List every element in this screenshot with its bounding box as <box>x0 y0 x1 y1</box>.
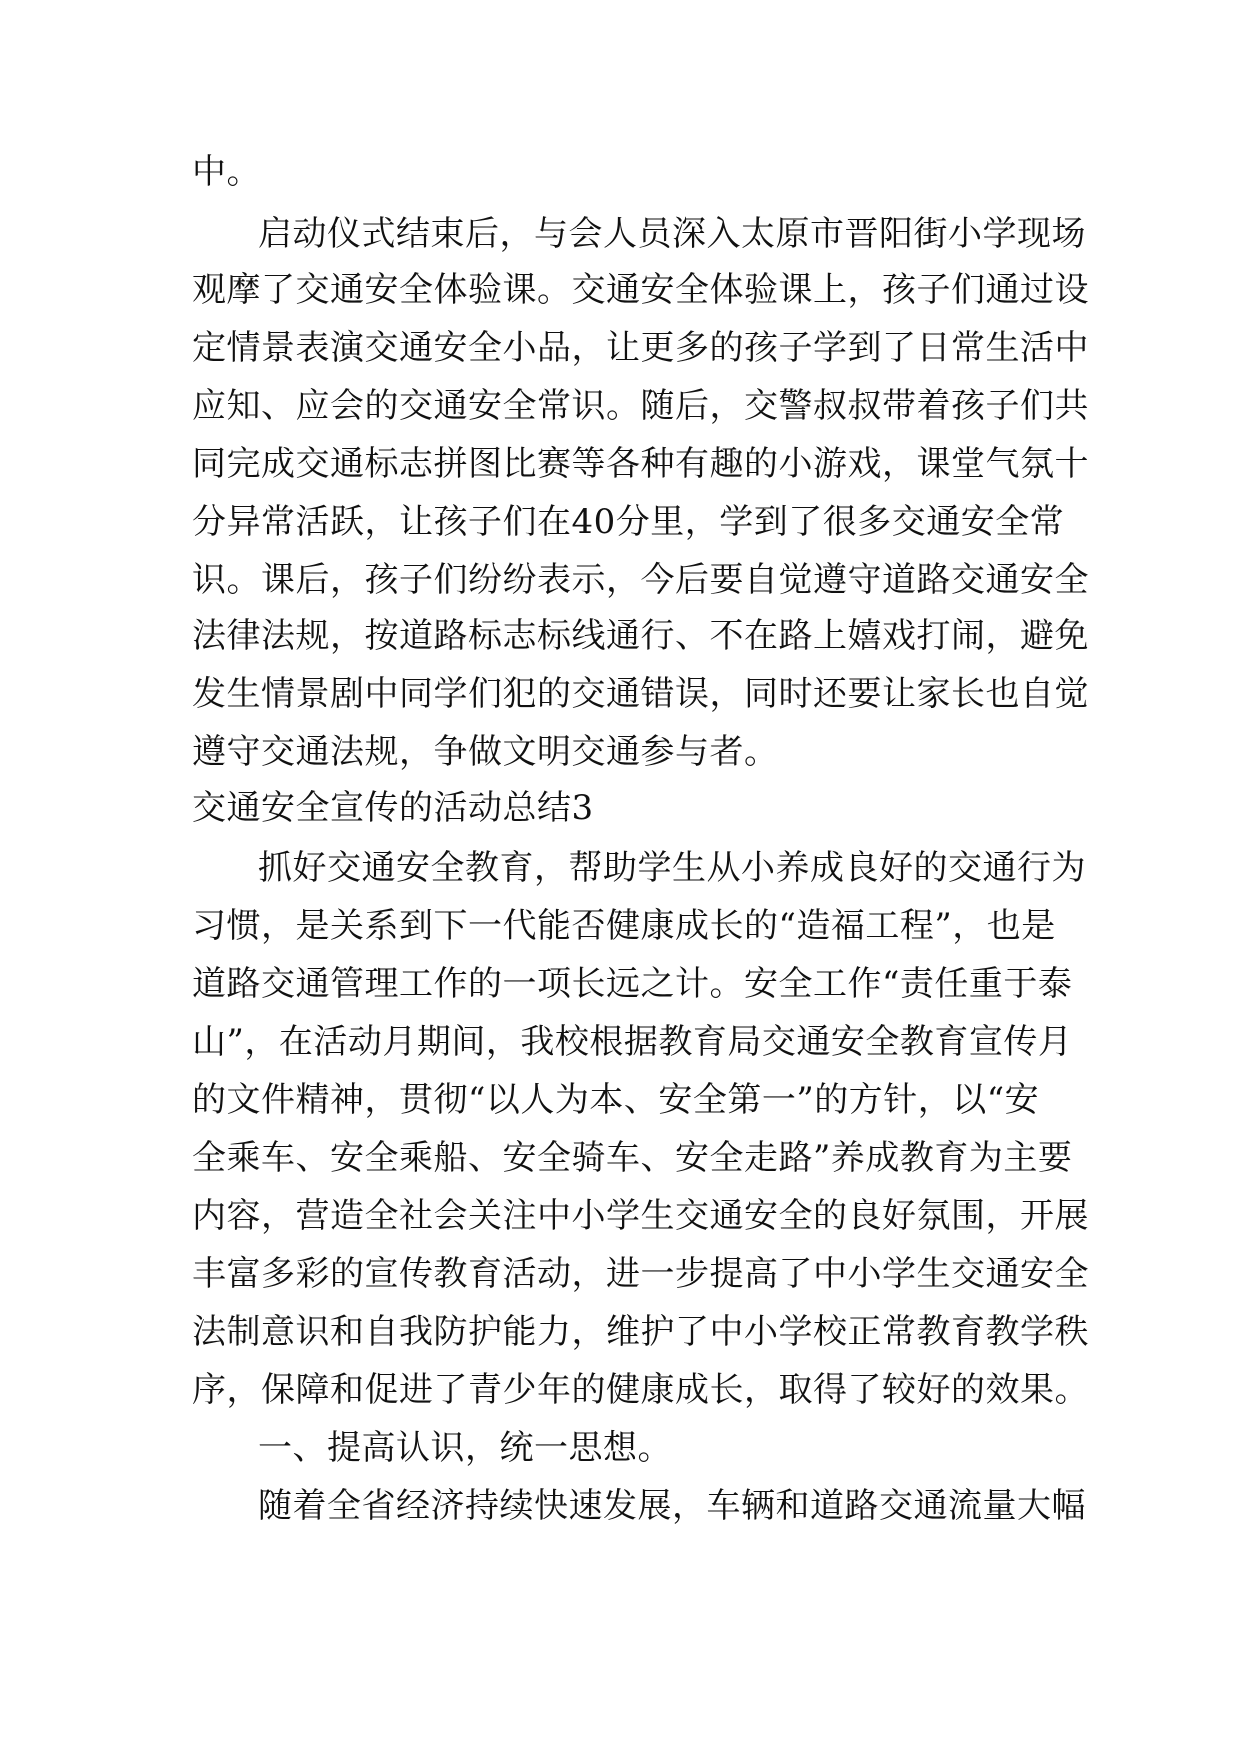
text-line: 同完成交通标志拼图比赛等各种有趣的小游戏，课堂气氛十 <box>192 444 1089 484</box>
text-line: 山”，在活动月期间，我校根据教育局交通安全教育宣传月 <box>192 1022 1073 1062</box>
text-line: 应知、应会的交通安全常识。随后，交警叔叔带着孩子们共 <box>192 386 1089 426</box>
text-line: 道路交通管理工作的一项长远之计。安全工作“责任重于泰 <box>192 964 1073 1004</box>
text-line: 分异常活跃，让孩子们在40分里，学到了很多交通安全常 <box>192 502 1065 542</box>
paragraph-first-line: 随着全省经济持续快速发展，车辆和道路交通流量大幅 <box>258 1486 1086 1526</box>
text-line: 习惯，是关系到下一代能否健康成长的“造福工程”，也是 <box>192 906 1056 946</box>
text-line: 识。课后，孩子们纷纷表示，今后要自觉遵守道路交通安全 <box>192 560 1089 600</box>
section-heading: 交通安全宣传的活动总结3 <box>192 788 594 828</box>
paragraph-first-line: 启动仪式结束后，与会人员深入太原市晋阳街小学现场 <box>258 214 1086 254</box>
text-line: 中。 <box>192 152 261 192</box>
text-line: 的文件精神，贯彻“以人为本、安全第一”的方针，以“安 <box>192 1080 1040 1120</box>
paragraph-first-line: 抓好交通安全教育，帮助学生从小养成良好的交通行为 <box>258 848 1086 888</box>
text-line: 遵守交通法规，争做文明交通参与者。 <box>192 732 779 772</box>
text-line: 发生情景剧中同学们犯的交通错误，同时还要让家长也自觉 <box>192 674 1089 714</box>
text-line: 法律法规，按道路标志标线通行、不在路上嬉戏打闹，避免 <box>192 616 1089 656</box>
text-line: 全乘车、安全乘船、安全骑车、安全走路”养成教育为主要 <box>192 1138 1073 1178</box>
text-line: 观摩了交通安全体验课。交通安全体验课上，孩子们通过设 <box>192 270 1089 310</box>
text-line: 定情景表演交通安全小品，让更多的孩子学到了日常生活中 <box>192 328 1089 368</box>
text-line: 丰富多彩的宣传教育活动，进一步提高了中小学生交通安全 <box>192 1254 1089 1294</box>
text-line: 内容，营造全社会关注中小学生交通安全的良好氛围，开展 <box>192 1196 1089 1236</box>
subsection-heading: 一、提高认识，统一思想。 <box>258 1428 672 1468</box>
text-line: 序，保障和促进了青少年的健康成长，取得了较好的效果。 <box>192 1370 1089 1410</box>
text-line: 法制意识和自我防护能力，维护了中小学校正常教育教学秩 <box>192 1312 1089 1352</box>
